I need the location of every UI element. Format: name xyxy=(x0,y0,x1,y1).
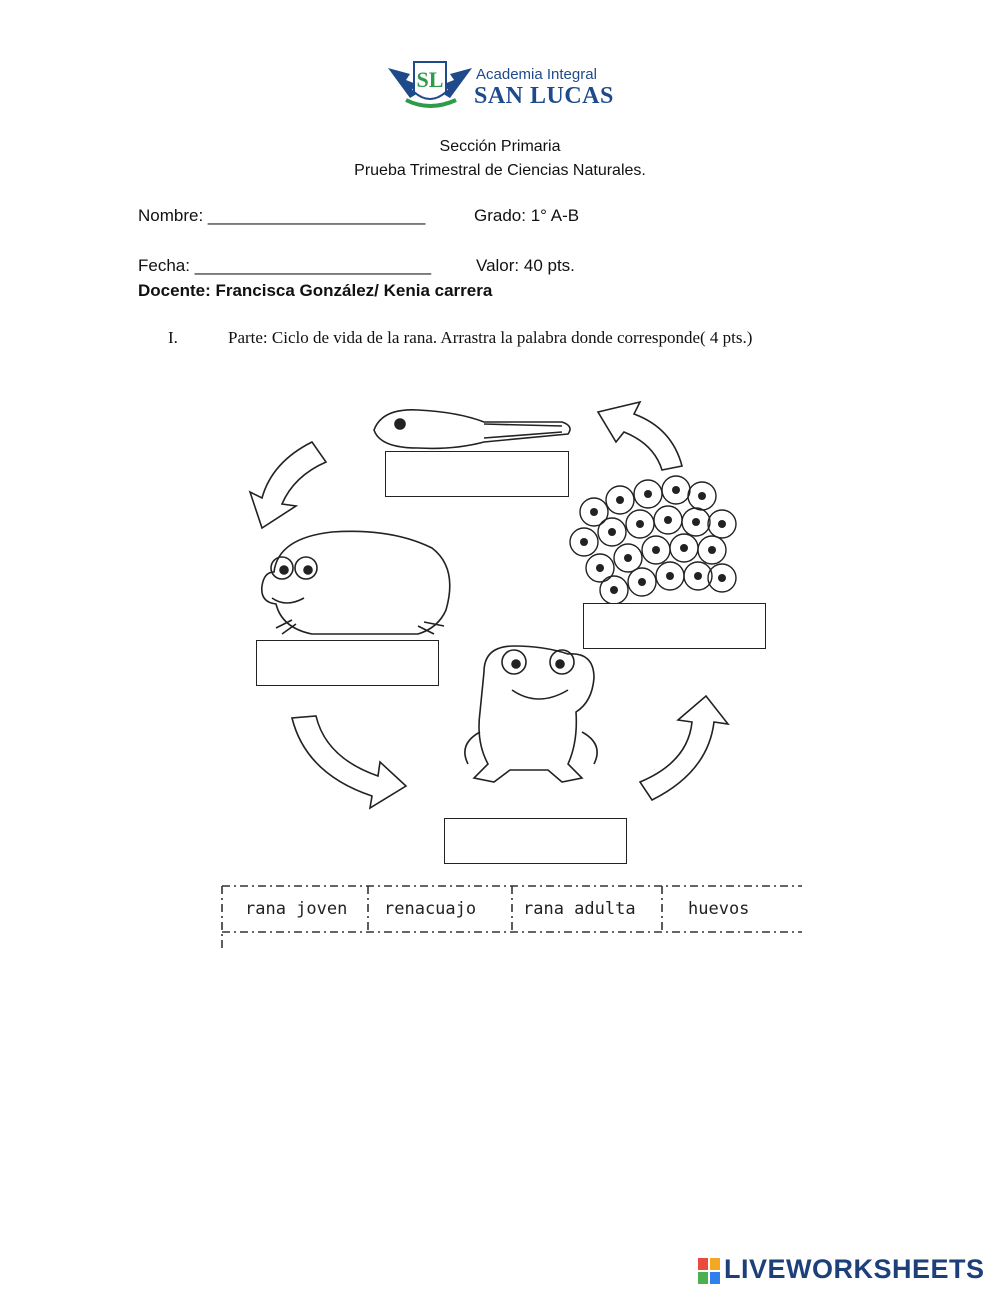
svg-text:SL: SL xyxy=(416,67,444,92)
teacher-label: Docente: Francisca González/ Kenia carrera xyxy=(138,281,493,300)
arrow-top-left-icon xyxy=(250,442,326,528)
answer-box-tadpole[interactable] xyxy=(385,451,569,497)
adult-frog-icon xyxy=(262,531,450,634)
tadpole-icon xyxy=(374,410,570,449)
grade-label: Grado: 1° A-B xyxy=(474,206,580,225)
instruction xyxy=(168,328,752,348)
exam-title: Prueba Trimestral de Ciencias Naturales. xyxy=(354,162,646,179)
arrow-bottom-right-icon xyxy=(640,696,728,800)
answer-box-adult-frog[interactable] xyxy=(256,640,439,686)
word-option[interactable]: renacuajo xyxy=(384,899,477,919)
eggs-icon xyxy=(570,476,736,604)
instruction-text: Parte: Ciclo de vida de la rana. Arrastra la palabra donde corresponde( 4 pts.) xyxy=(228,328,753,347)
young-frog-icon xyxy=(465,646,597,782)
liveworksheets-brand: LIVEWORKSHEETS xyxy=(724,1254,985,1284)
date-field-label: Fecha: _________________________ xyxy=(138,256,432,275)
instruction-number: I. xyxy=(168,328,178,347)
word-option[interactable]: rana adulta xyxy=(523,899,636,919)
logo-line-2: SAN LUCAS xyxy=(474,83,614,109)
answer-box-young-frog[interactable] xyxy=(444,818,627,864)
answer-box-eggs[interactable] xyxy=(583,603,766,649)
liveworksheets-logo-icon xyxy=(698,1258,720,1284)
arrow-bottom-left-icon xyxy=(292,716,406,808)
word-option[interactable]: huevos xyxy=(688,899,750,919)
section-title: Sección Primaria xyxy=(439,138,561,155)
arrow-top-right-icon xyxy=(598,402,682,470)
logo-line-1: Academia Integral xyxy=(476,66,597,83)
value-label: Valor: 40 pts. xyxy=(476,256,575,275)
word-option[interactable]: rana joven xyxy=(245,899,348,919)
name-field-label: Nombre: _______________________ xyxy=(138,206,426,225)
